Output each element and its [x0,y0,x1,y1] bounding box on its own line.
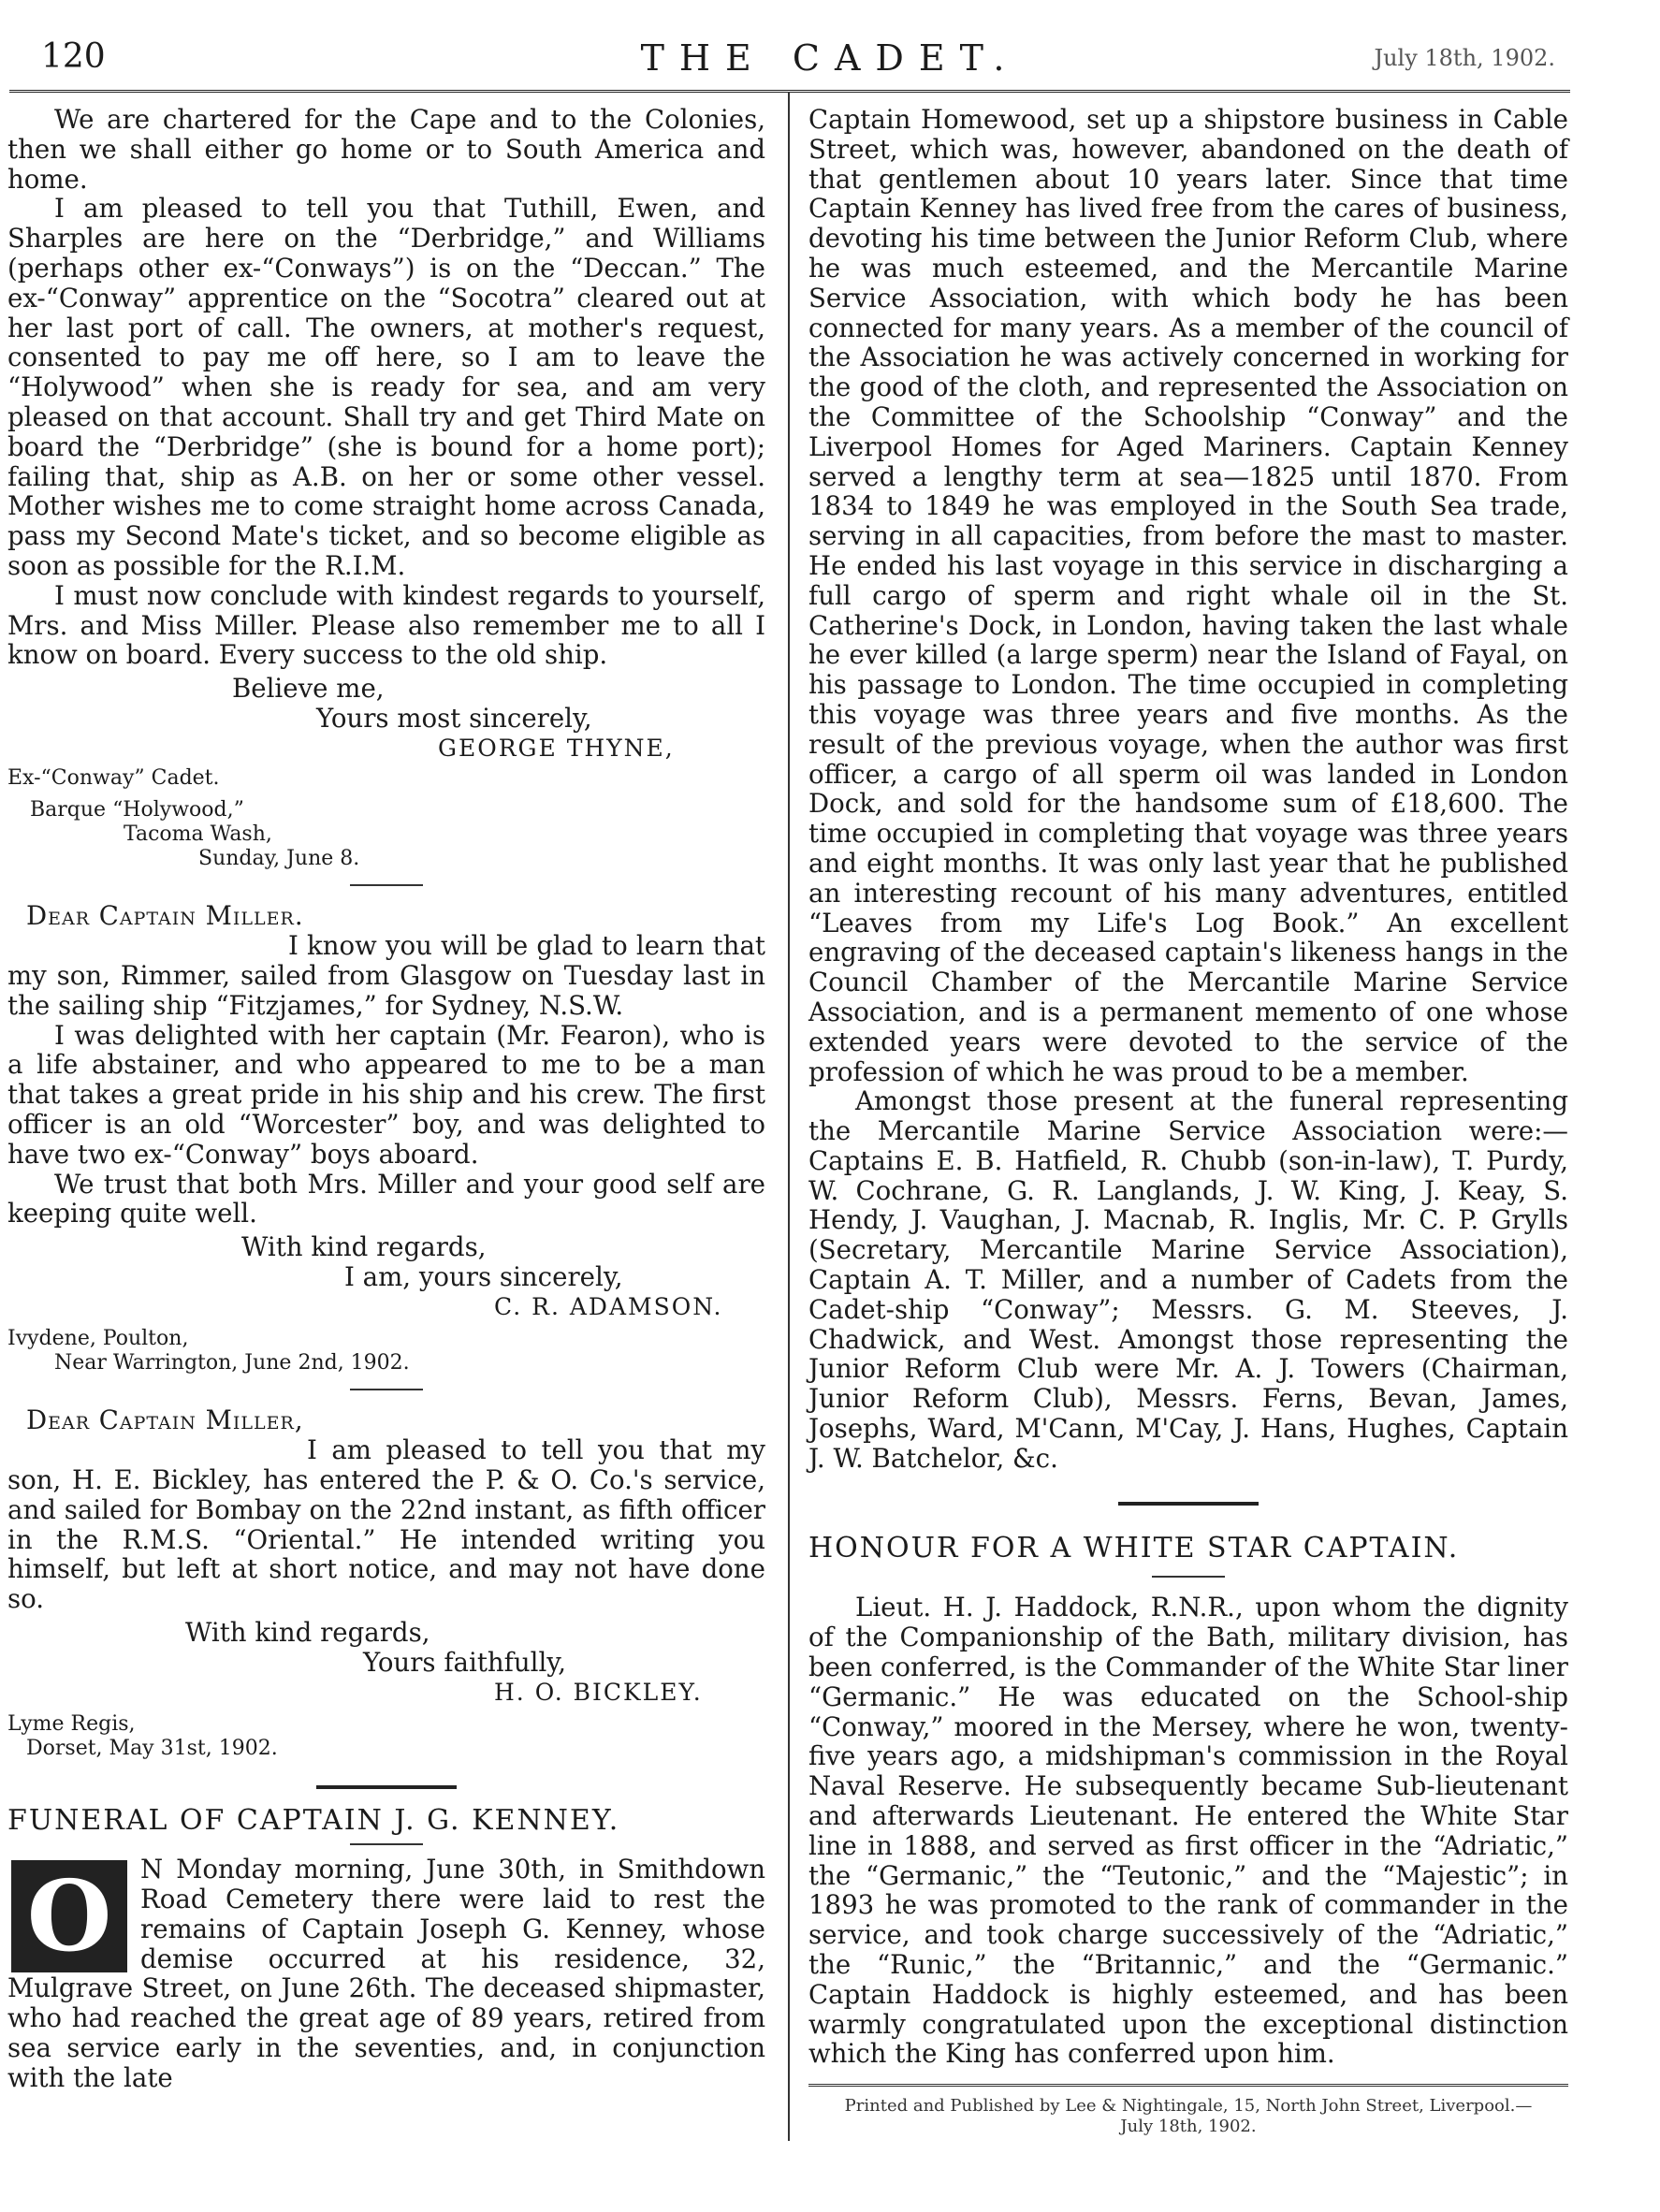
right-column [808,105,1568,2137]
left-column [7,105,765,2093]
article-rule [1118,1502,1259,1506]
address-line: Barque “Holywood,” [30,798,244,822]
signature: C. R. ADAMSON. [494,1292,723,1320]
imprint-line: July 18th, 1902. [1120,2117,1257,2137]
letter2-paragraph: I was delighted with her captain (Mr. Fearon), who is a life abstainer, and who appeared to me to be a man that takes a great pride in his ship and his crew. The first officer is an old “Worcester” boy, and was delighted to have two ex-“Conway” boys aboard. [7,1019,765,1170]
funeral-heading: FUNERAL OF CAPTAIN J. G. KENNEY. [7,1804,620,1838]
dropcap-letter: O [26,1858,112,1974]
heading-rule [1152,1576,1225,1578]
section-rule [350,1389,423,1390]
closing-line: Yours most sincerely, [316,702,592,734]
closing-line: Believe me, [232,673,385,705]
footer-rule [808,2084,1568,2087]
publication-title: THE CADET. [640,37,1020,79]
page-number: 120 [41,37,106,76]
letter2-paragraph: I know you will be glad to learn that my son, Rimmer, sailed from Glasgow on Tuesday last in the sailing ship “Fitzjames,” for Sydney, N.S.W. [7,930,765,1021]
signature: GEORGE THYNE, [438,734,675,762]
letter1-paragraph: I must now conclude with kindest regards to yourself, Mrs. and Miss Miller. Please also remember me to all I know on board. Every success to the old ship. [7,579,765,671]
salutation: Dear Captain Miller, [26,1404,304,1436]
imprint [808,2096,1568,2137]
header-rule [9,90,1570,93]
address-line: Sunday, June 8. [198,847,360,871]
letter3-signoff [7,1618,765,1707]
page-header [0,37,1660,84]
letter1-paragraph: We are chartered for the Cape and to the Colonies, then we shall either go home or to South America and home. [7,104,765,195]
salutation: Dear Captain Miller. [26,900,304,932]
address-line: Near Warrington, June 2nd, 1902. [54,1351,410,1375]
funeral-paragraph: N Monday morning, June 30th, in Smithdown Road Cemetery there were laid to rest the remains of Captain Joseph G. Kenney, whose demise occurred at his residence, 32, Mulgrave Street, on June 26th. The deceased shipmaster, who had reached the great age of 89 years, retired from sea service early in the seventies, and, in conjunction with the late [7,1854,765,2093]
imprint-line: Printed and Published by Lee & Nightingale, 15, North John Street, Liverpool.— [844,2096,1533,2117]
heading-rule [350,1843,423,1845]
letter1-paragraph: I am pleased to tell you that Tuthill, Ewen, and Sharples are here on the “Derbridge,” and Williams (perhaps other ex-“Conways”) is on the “Deccan.” The ex-“Conway” apprentice on the “Socotra” cleared out at her last port of call. The owners, at mother's request, consented to pay me off here, so I am to leave the “Holywood” when she is ready for sea, and am very pleased on that account. Shall try and get Third Mate on board the “Derbridge” (she is bound for a home port); failing that, ship as A.B. on her or some other vessel. Mother wishes me to come straight home across Canada, pass my Second Mate's ticket, and so become eligible as soon as possible for the R.I.M. [7,193,765,581]
column-divider [788,92,790,2141]
article-rule [316,1785,457,1789]
funeral-continued-paragraph: Captain Homewood, set up a shipstore business in Cable Street, which was, however, abandoned on the death of that gentlemen about 10 years later. Since that time Captain Kenney has lived free from the cares of business, devoting his time between the Junior Reform Club, where he was much esteemed, and the Mercantile Marine Service Association, with which body he has been connected for many years. As a member of the council of the Association he was actively concerned in working for the good of the cloth, and represented the Association on the Committee of the Schoolship “Conway” and the Liverpool Homes for Aged Mariners. Captain Kenney served a lengthy term at sea—1825 until 1870. From 1834 to 1849 he was employed in the South Sea trade, serving in all capacities, from before the mast to master. He ended his last voyage in this service in discharging a full cargo of sperm and right whale oil in the St. Catherine's Dock, in London, having taken the last whale he ever killed (a large sperm) near the Island of Fayal, on his passage to London. The time occupied in completing this voyage was three years and five months. As the result of the previous voyage, when the author was first officer, a cargo of all sperm oil was landed in London Dock, and sold for the handsome sum of £18,600. The time occupied in completing that voyage was three years and eight months. It was only last year that he published an interesting recount of his many adventures, entitled “Leaves from my Life's Log Book.” An excellent engraving of the deceased captain's likeness hangs in the Council Chamber of the Mercantile Marine Service Association, and is a permanent memento of one whose extended years were devoted to the service of the profession of which he was proud to be a member. [808,104,1568,1087]
ornamental-dropcap [11,1860,127,1972]
letter2-signoff [7,1232,765,1321]
signature-subtitle: Ex-“Conway” Cadet. [7,765,220,790]
closing-line: With kind regards, [241,1231,487,1263]
honour-paragraph: Lieut. H. J. Haddock, R.N.R., upon whom the dignity of the Companionship of the Bath, military division, has been conferred, is the Commander of the White Star liner “Germanic.” He was educated on the School-ship “Conway,” moored in the Mersey, where he won, twenty-five years ago, a midshipman's commission in the Royal Naval Reserve. He subsequently became Sub-lieutenant and afterwards Lieutenant. He entered the White Star line in 1888, and served as first officer in the “Adriatic,” the “Germanic,” the “Teutonic,” and the “Majestic”; in 1893 he was promoted to the rank of commander in the service, and took charge successively of the “Adriatic,” the “Runic,” the “Britannic,” and the “Germanic.” Captain Haddock is highly esteemed, and has been warmly congratulated upon the exceptional distinction which the King has conferred upon him. [808,1592,1568,2070]
issue-date: July 18th, 1902. [1374,45,1555,71]
address-line: Ivydene, Poulton, [7,1327,189,1351]
letter2-paragraph: We trust that both Mrs. Miller and your good self are keeping quite well. [7,1168,765,1230]
address-line: Dorset, May 31st, 1902. [26,1737,278,1761]
closing-line: With kind regards, [185,1617,430,1649]
honour-heading: HONOUR FOR A WHITE STAR CAPTAIN. [808,1531,1460,1564]
closing-line: I am, yours sincerely, [344,1260,623,1292]
letter1-signoff [7,674,765,793]
section-rule [350,884,423,886]
letter3-paragraph: I am pleased to tell you that my son, H. E. Bickley, has entered the P. & O. Co.'s service, and sailed for Bombay on the 22nd instant, as fifth officer in the R.M.S. “Oriental.” He intended writing you himself, but left at short notice, and may not have done so. [7,1434,765,1615]
funeral-attendees-paragraph: Amongst those present at the funeral representing the Mercantile Marine Service Association were:—Captains E. B. Hatfield, R. Chubb (son-in-law), T. Purdy, W. Cochrane, G. R. Langlands, J. W. King, J. Keay, S. Hendy, J. Vaughan, J. Macnab, R. Inglis, Mr. C. P. Grylls (Secretary, Mercantile Marine Service Association), Captain A. T. Miller, and a number of Cadets from the Cadet-ship “Conway”; Messrs. G. M. Steeves, J. Chadwick, and West. Amongst those representing the Junior Reform Club were Mr. A. J. Towers (Chairman, Junior Reform Club), Messrs. Ferns, Bevan, James, Josephs, Ward, M'Cann, M'Cay, J. Hans, Hughes, Captain J. W. Batchelor, &c. [808,1085,1568,1474]
signature: H. O. BICKLEY. [494,1678,703,1706]
address-line: Lyme Regis, [7,1712,136,1737]
address-line: Tacoma Wash, [124,822,272,847]
closing-line: Yours faithfully, [363,1646,567,1678]
